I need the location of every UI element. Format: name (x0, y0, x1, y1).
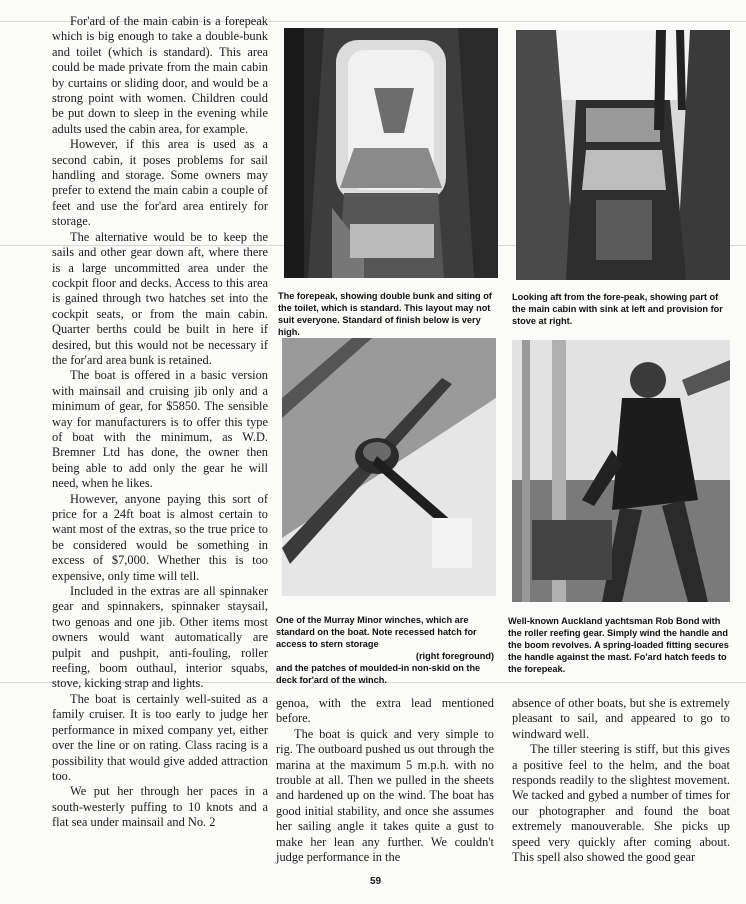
winch-caption (276, 614, 494, 686)
paragraph: Included in the extras are all spinnaker gear and spinnakers, spinnaker staysail, two genoas and one jib. Other items most owners would want automatically are pulpit and pushpit, anti-fouling, roller reefing, boom outhaul, interior squabs, stove, kicking strap and lights. (52, 584, 268, 691)
caption-text: One of the Murray Minor winches, which are standard on the boat. Note recessed hatch for access to stern storage (276, 615, 477, 649)
rob-bond-photo (512, 340, 730, 602)
article-column-3 (512, 696, 730, 865)
paragraph: However, anyone paying this sort of price for a 24ft boat is almost certain to want most of the extras, so the true price to be considered would be something in excess of $7,000. Whether this is too expensive, only time will tell. (52, 491, 268, 583)
paragraph: We put her through her paces in a south-westerly puffing to 10 knots and a flat sea under mainsail and No. 2 (52, 784, 268, 830)
article-column-2 (276, 696, 494, 865)
paragraph: absence of other boats, but she is extremely pleasant to sail, and appeared to go to windward well. (512, 696, 730, 741)
paragraph: The boat is quick and very simple to rig. The outboard pushed us out through the marina at the maximum 5 m.p.h. with no trouble at all. Then we pulled in the sheets and hardened up on the wind. The boat has good initial stability, and once she assumes her sailing angle it takes quite a gust to make her lean any further. We couldn't judge performance in the (276, 726, 494, 865)
caption-text: and the patches of moulded-in non-skid on the deck for'ard of the winch. (276, 663, 481, 685)
forepeak-photo (284, 28, 498, 278)
article-column-1 (52, 14, 268, 831)
page-number: 59 (370, 876, 382, 887)
caption-text: Looking aft from the fore-peak, showing part of the main cabin with sink at left and provision for stove at right. (512, 292, 723, 326)
paragraph: However, if this area is used as a second cabin, it poses problems for sail handling and storage. Some owners may prefer to extend the main cabin a couple of feet and use the for'ard area entirely for storage. (52, 137, 268, 229)
paragraph: For'ard of the main cabin is a forepeak which is big enough to take a double-bunk and toilet (which is standard). This area could be made private from the main cabin by curtains or sliding door, and would be a strong point with women. Children could be put down to sleep in the evening while adults used the cabin area, for example. (52, 14, 268, 136)
paragraph: genoa, with the extra lead mentioned before. (276, 696, 494, 726)
paragraph: The boat is offered in a basic version with mainsail and cruising jib only and a minimum of gear, for $5850. The sensible way for manufacturers is to offer this type of boat with the minimum, as W.D. Bremner Ltd has done, the owner then being able to add only the gear he will need, when he likes. (52, 368, 268, 491)
caption-text: Well-known Auckland yachtsman Rob Bond with the roller reefing gear. Simply wind the handle and the boom revolves. A spring-loaded fitting secures the handle against the mast. Fo'ard hatch feeds to the forepeak. (508, 616, 729, 674)
forepeak-caption (278, 290, 496, 338)
paragraph: The alternative would be to keep the sails and other gear down aft, where there is a large uncommitted area under the cockpit floor and decks. Access to this area is gained through two hatches set into the cockpit seats, or from the main cabin. Quarter berths could be built in here if desired, but this would not be necessary if the for'ard area bunk is retained. (52, 229, 268, 367)
bond-caption (508, 615, 732, 675)
paragraph: The tiller steering is stiff, but this gives a positive feel to the helm, and the boat responds readily to the slightest movement. We tacked and gybed a number of times for our photographer and found the boat extremely manouverable. She picks up speed very quickly after coming about. This spell also showed the good gear (512, 742, 730, 865)
caption-text: The forepeak, showing double bunk and siting of the toilet, which is standard. This layout may not suit everyone. Standard of finish below is very high. (278, 291, 492, 337)
paragraph: The boat is certainly well-suited as a family cruiser. It is too early to judge her performance in mixed company yet, either over the line or on rating. Class racing is a possibility that would give added attraction too. (52, 691, 268, 783)
caption-text: (right foreground) (415, 651, 494, 661)
aft-caption (512, 291, 732, 327)
aft-cabin-photo (516, 30, 730, 280)
winch-photo (282, 338, 496, 596)
